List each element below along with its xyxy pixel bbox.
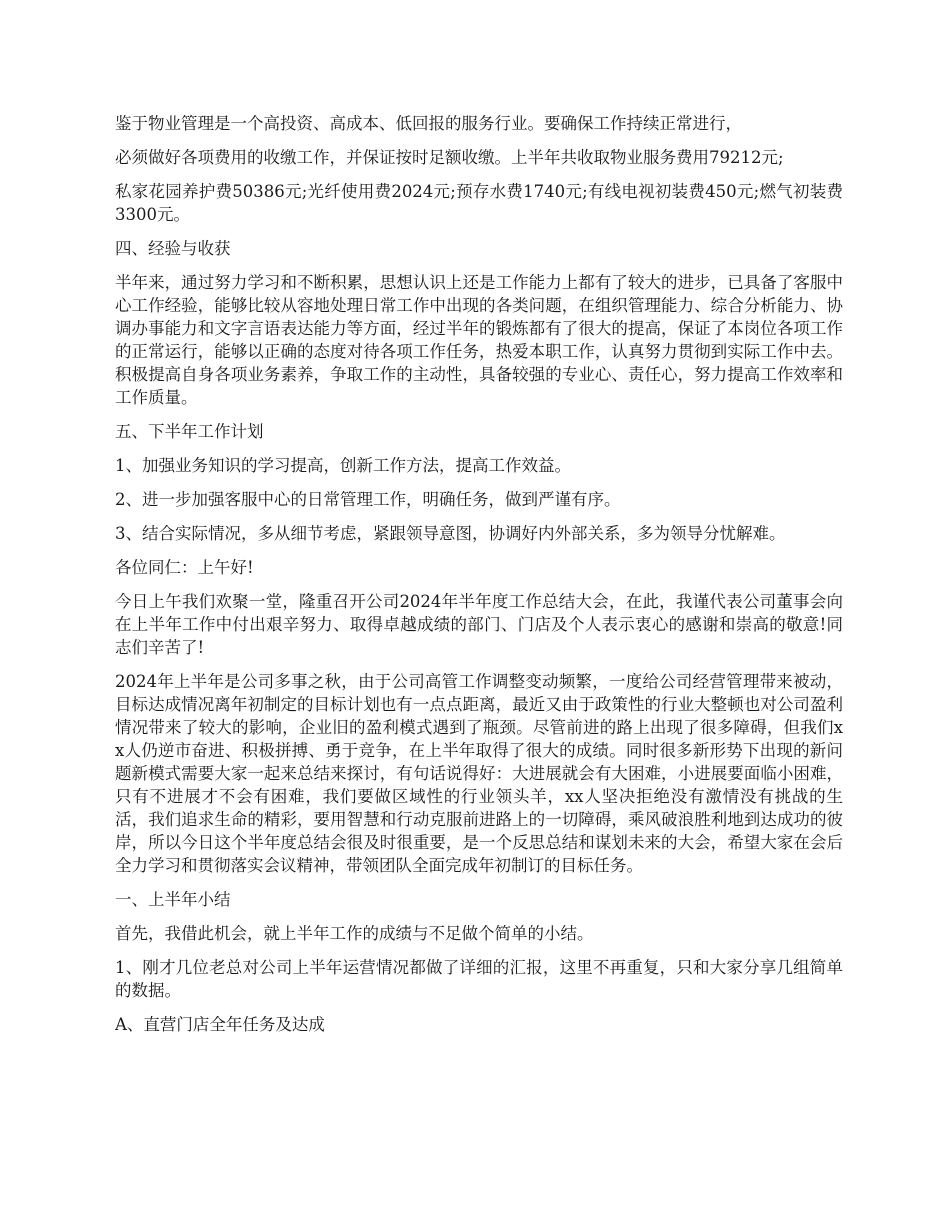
paragraph-fee-collection-intro: 鉴于物业管理是一个高投资、高成本、低回报的服务行业。要确保工作持续正常进行， — [115, 114, 742, 133]
plan-item-2: 2、进一步加强客服中心的日常管理工作，明确任务，做到严谨有序。 — [115, 490, 621, 509]
paragraph-experience: 半年来，通过努力学习和不断积累，思想认识上还是工作能力上都有了较大的进步，已具备了客服中心工作经验，能够比较从容地处理日常工作中出现的各类问题，在组织管理能力、综合分析能力、协调办事能力和文字言语表达能力等方面，经过半年的锻炼都有了很大的提高，保证了本岗位各项工作的正常运行，能够以正确的态度对待各项工作任务，热爱本职工作，认真努力贯彻到实际工作中去。积极提高自身各项业务素养，争取工作的主动性，具备较强的专业心、责任心，努力提高工作效率和工作质量。 — [115, 273, 843, 407]
section-heading-plan: 五、下半年工作计划 — [115, 422, 264, 441]
section-heading-summary: 一、上半年小结 — [115, 890, 231, 909]
paragraph-half-year-review: 2024年上半年是公司多事之秋，由于公司高管工作调整变动频繁，一度给公司经营管理带来被动，目标达成情况离年初制定的目标计划也有一点点距离，最近又由于政策性的行业大整顿也对公司盈利情况带来了较大的影响，企业旧的盈利模式遇到了瓶颈。尽管前进的路上出现了很多障碍，但我们xx人仍逆市奋进、积极拼搏、勇于竞争，在上半年取得了很大的成绩。同时很多新形势下出现的新问题新模式需要大家一起来总结来探讨，有句话说得好：大进展就会有大困难，小进展要面临小困难，只有不进展才不会有困难，我们要做区域性的行业领头羊，xx人坚决拒绝没有激情没有挑战的生活，我们追求生命的精彩，要用智慧和行动克服前进路上的一切障碍，乘风破浪胜利地到达成功的彼岸，所以今日这个半年度总结会很及时很重要，是一个反思总结和谋划未来的大会，希望大家在会后全力学习和贯彻落实会议精神，带领团队全面完成年初制订的目标任务。 — [115, 672, 843, 875]
plan-item-1: 1、加强业务知识的学习提高，创新工作方法，提高工作效益。 — [115, 456, 571, 475]
greeting: 各位同仁：上午好! — [115, 558, 254, 577]
paragraph-other-fees: 私家花园养护费50386元;光纤使用费2024元;预存水费1740元;有线电视初装费450元;燃气初装费3300元。 — [115, 182, 843, 224]
document-body — [115, 112, 843, 1047]
paragraph-meeting-intro: 今日上午我们欢聚一堂，隆重召开公司2024年半年度工作总结大会，在此，我谨代表公司董事会向在上半年工作中付出艰辛努力、取得卓越成绩的部门、门店及个人表示衷心的感谢和崇高的敬意!同志们辛苦了! — [115, 592, 843, 657]
summary-item-1: 1、刚才几位老总对公司上半年运营情况都做了详细的汇报，这里不再重复，只和大家分享几组简单的数据。 — [115, 958, 843, 1000]
paragraph-summary-intro: 首先，我借此机会，就上半年工作的成绩与不足做个简单的小结。 — [115, 924, 594, 943]
plan-item-3: 3、结合实际情况，多从细节考虑，紧跟领导意图，协调好内外部关系，多为领导分忧解难。 — [115, 524, 786, 543]
paragraph-property-fee: 必须做好各项费用的收缴工作，并保证按时足额收缴。上半年共收取物业服务费用79212元; — [115, 148, 784, 167]
summary-subheading-a: A、直营门店全年任务及达成 — [115, 1015, 325, 1034]
section-heading-experience: 四、经验与收获 — [115, 239, 231, 258]
